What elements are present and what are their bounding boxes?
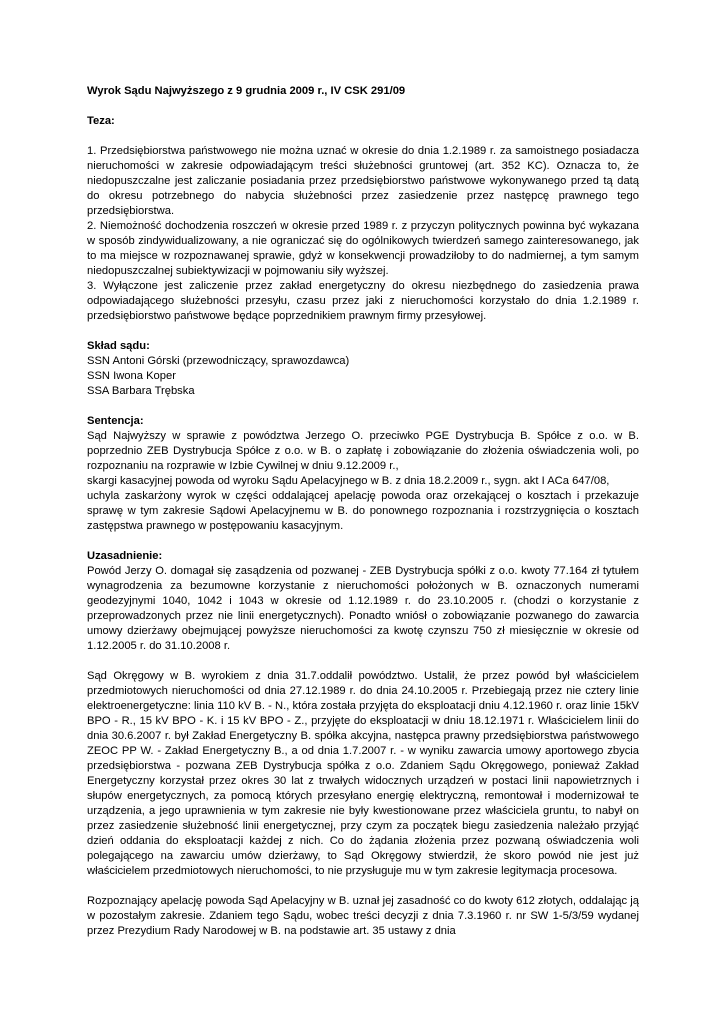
uzasadnienie-paragraph-1: Powód Jerzy O. domagał się zasądzenia od pozwanej - ZEB Dystrybucja spółki z o.o. kwoty 77.164 zł tytułem wynagrodzenia za bezumowne korzystanie z nieruchomości położonych w B. oznaczonych numerami geodezyjnymi 1040, 1042 i 1043 w okresie od 1.12.1989 r. do 23.10.2005 r. (chodzi o korzystanie z przeprowadzonych przez nie linii energetycznych). Ponadto wniósł o zobowiązanie pozwanego do zawarcia umowy dzierżawy obejmującej powyższe nieruchomości za kwotę czynszu 750 zł miesięcznie w okresie od 1.12.2005 r. do 31.10.2008 r. — [87, 565, 639, 652]
sklad-heading: Skład sądu: — [87, 340, 150, 352]
sklad-member: SSN Iwona Koper — [87, 370, 176, 382]
sklad-member: SSN Antoni Górski (przewodniczący, sprawozdawca) — [87, 355, 350, 367]
uzasadnienie-paragraph-3: Rozpoznający apelację powoda Sąd Apelacyjny w B. uznał jej zasadność co do kwoty 612 złotych, oddalając ją w pozostałym zakresie. Zdaniem tego Sądu, wobec treści decyzji z dnia 7.3.1960 r. nr SW 1-5/3/59 wydanej przez Prezydium Rady Narodowej w B. na podstawie art. 35 ustawy z dnia — [87, 895, 639, 937]
teza-point-2: 2. Niemożność dochodzenia roszczeń w okresie przed 1989 r. z przyczyn politycznych powinna być wykazana w sposób zindywidualizowany, a nie ograniczać się do ogólnikowych twierdzeń samego zainteresowanego, jak to ma miejsce w rozpoznawanej sprawie, gdyż w konsekwencji prowadziłoby to do nadmiernej, a tym samym niedopuszczalnej subiektywizacji w pojmowaniu siły wyższej. — [87, 220, 639, 277]
document-body — [87, 84, 639, 939]
sentencja-paragraph-2: skargi kasacyjnej powoda od wyroku Sądu Apelacyjnego w B. z dnia 18.2.2009 r., sygn. akt I ACa 647/08, — [87, 475, 610, 487]
uzasadnienie-heading: Uzasadnienie: — [87, 550, 163, 562]
document-title: Wyrok Sądu Najwyższego z 9 grudnia 2009 r., IV CSK 291/09 — [87, 85, 406, 97]
sentencja-heading: Sentencja: — [87, 415, 144, 427]
sklad-member: SSA Barbara Trębska — [87, 385, 195, 397]
teza-heading: Teza: — [87, 115, 115, 127]
teza-point-1: 1. Przedsiębiorstwa państwowego nie można uznać w okresie do dnia 1.2.1989 r. za samoistnego posiadacza nieruchomości w zakresie odpowiadającym treści służebności gruntowej (art. 352 KC). Oznacza to, że niedopuszczalne jest zaliczanie posiadania przez przedsiębiorstwo państwowe wykonywanego przed tą datą do okresu potrzebnego do nabycia służebności przez zasiedzenie przez następcę prawnego tego przedsiębiorstwa. — [87, 145, 639, 217]
sentencja-paragraph-3: uchyla zaskarżony wyrok w części oddalającej apelację powoda oraz orzekającej o kosztach i przekazuje sprawę w tym zakresie Sądowi Apelacyjnemu w B. do ponownego rozpoznania i rozstrzygnięcia o kosztach zastępstwa prawnego w postępowaniu kasacyjnym. — [87, 490, 639, 532]
sentencja-paragraph-1: Sąd Najwyższy w sprawie z powództwa Jerzego O. przeciwko PGE Dystrybucja B. Spółce z o.o. w B. poprzednio ZEB Dystrybucja Spółce z o.o. w B. o zapłatę i zobowiązanie do złożenia oświadczenia woli, po rozpoznaniu na rozprawie w Izbie Cywilnej w dniu 9.12.2009 r., — [87, 430, 639, 472]
teza-point-3: 3. Wyłączone jest zaliczenie przez zakład energetyczny do okresu niezbędnego do zasiedzenia prawa odpowiadającego służebności przesyłu, czasu przez jaki z nieruchomości korzystało do dnia 1.2.1989 r. przedsiębiorstwo państwowe będące poprzednikiem prawnym firmy przesyłowej. — [87, 280, 639, 322]
uzasadnienie-paragraph-2: Sąd Okręgowy w B. wyrokiem z dnia 31.7.oddalił powództwo. Ustalił, że przez powód był właścicielem przedmiotowych nieruchomości od dnia 27.12.1989 r. do dnia 24.10.2005 r. Przebiegają przez nie cztery linie elektroenergetyczne: linia 110 kV B. - N., która została przyjęta do eksploatacji dniu 4.12.1960 r. oraz linie 15kV BPO - R., 15 kV BPO - K. i 15 kV BPO - Z., przyjęte do eksploatacji w dniu 18.12.1971 r. Właścicielem linii do dnia 30.6.2007 r. był Zakład Energetyczny B. spółka akcyjna, następca prawny przedsiębiorstwa państwowego ZEOC PP W. - Zakład Energetyczny B., a od dnia 1.7.2007 r. - w wyniku zawarcia umowy aportowego zbycia przedsiębiorstwa - pozwana ZEB Dystrybucja spółka z o.o. Zdaniem Sądu Okręgowego, ponieważ Zakład Energetyczny korzystał przez okres 30 lat z trwałych widocznych urządzeń w postaci linii napowietrznych i słupów energetycznych, za pomocą których przesyłano energię elektryczną, remontował i modernizował te urządzenia, a jego uprawnienia w tym zakresie nie były kwestionowane przez właściciela gruntu, to nabył on przez zasiedzenie służebność linii energetycznej, przy czym za początek biegu zasiedzenia należało przyjąć dzień oddania do eksploatacji każdej z nich. Co do żądania złożenia przez pozwaną oświadczenia woli polegającego na zawarciu umów dzierżawy, to Sąd Okręgowy stwierdził, że skoro powód nie jest już właścicielem przedmiotowych nieruchomości, to nie przysługuje mu w tym zakresie legitymacja procesowa. — [87, 670, 639, 877]
